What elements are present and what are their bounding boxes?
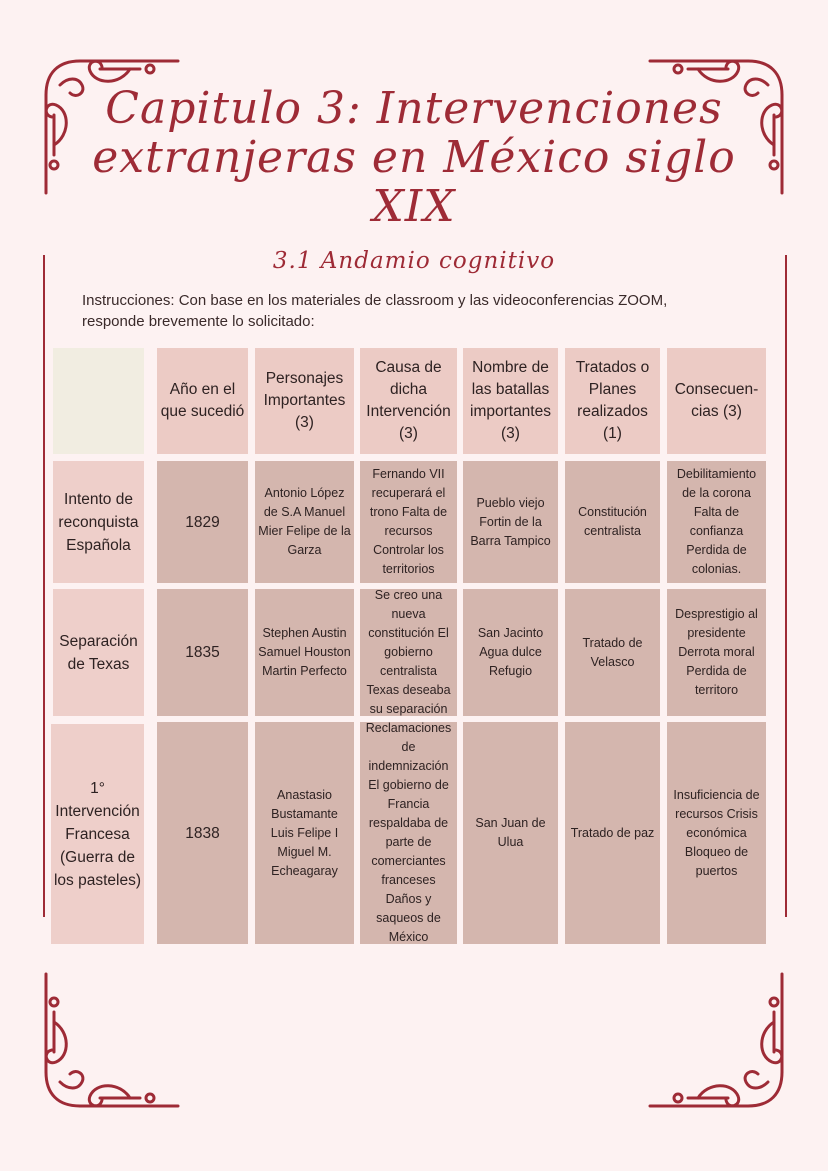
title-line-1: Capitulo 3: Intervenciones	[105, 83, 723, 134]
row-batallas: San Juan de Ulua	[463, 722, 558, 944]
corner-flourish-icon	[40, 972, 180, 1112]
row-year: 1838	[157, 722, 248, 944]
header-blank-cell	[53, 348, 144, 454]
row-label: 1° Intervención Francesa (Guerra de los pasteles)	[51, 724, 144, 944]
row-tratados: Tratado de Velasco	[565, 589, 660, 716]
instructions-text	[82, 290, 762, 332]
row-batallas: Pueblo viejo Fortin de la Barra Tampico	[463, 461, 558, 583]
header-causa: Causa de dicha Intervención (3)	[360, 348, 457, 454]
row-consecuencias: Desprestigio al presidente Derrota moral Perdida de territoro	[667, 589, 766, 716]
row-personajes: Anastasio Bustamante Luis Felipe I Miguel M. Echeagaray	[255, 722, 354, 944]
row-year: 1829	[157, 461, 248, 583]
row-causa: Fernando VII recuperará el trono Falta de recursos Controlar los territorios	[360, 461, 457, 583]
row-tratados: Constitución centralista	[565, 461, 660, 583]
row-year: 1835	[157, 589, 248, 716]
row-label: Separación de Texas	[53, 589, 144, 716]
title-line-2: extranjeras en México siglo	[92, 132, 736, 183]
row-personajes: Antonio López de S.A Manuel Mier Felipe de la Garza	[255, 461, 354, 583]
row-batallas: San Jacinto Agua dulce Refugio	[463, 589, 558, 716]
instructions-line-1: Instrucciones: Con base en los materiales de classroom y las videoconferencias ZOOM,	[82, 292, 668, 309]
row-personajes: Stephen Austin Samuel Houston Martin Perfecto	[255, 589, 354, 716]
section-subtitle: 3.1 Andamio cognitivo	[272, 248, 556, 274]
header-consecuencias: Consecuen- cias (3)	[667, 348, 766, 454]
row-label: Intento de reconquista Española	[53, 461, 144, 583]
row-consecuencias: Debilitamiento de la corona Falta de confianza Perdida de colonias.	[667, 461, 766, 583]
right-border-line	[785, 255, 787, 917]
corner-flourish-icon	[40, 55, 180, 195]
row-tratados: Tratado de paz	[565, 722, 660, 944]
left-border-line	[43, 255, 45, 917]
corner-flourish-icon	[648, 55, 788, 195]
row-causa: Se creo una nueva constitución El gobierno centralista Texas deseaba su separación	[360, 589, 457, 716]
row-causa: Reclamaciones de indemnización El gobierno de Francia respaldaba de parte de comerciantes franceses Daños y saqueos de México	[360, 722, 457, 944]
header-year: Año en el que sucedió	[157, 348, 248, 454]
header-personajes: Personajes Importantes (3)	[255, 348, 354, 454]
header-tratados: Tratados o Planes realizados (1)	[565, 348, 660, 454]
header-batallas: Nombre de las batallas importantes (3)	[463, 348, 558, 454]
title-line-3: XIX	[372, 181, 456, 232]
corner-flourish-icon	[648, 972, 788, 1112]
instructions-line-2: responde brevemente lo solicitado:	[82, 313, 315, 330]
row-consecuencias: Insuficiencia de recursos Crisis económica Bloqueo de puertos	[667, 722, 766, 944]
